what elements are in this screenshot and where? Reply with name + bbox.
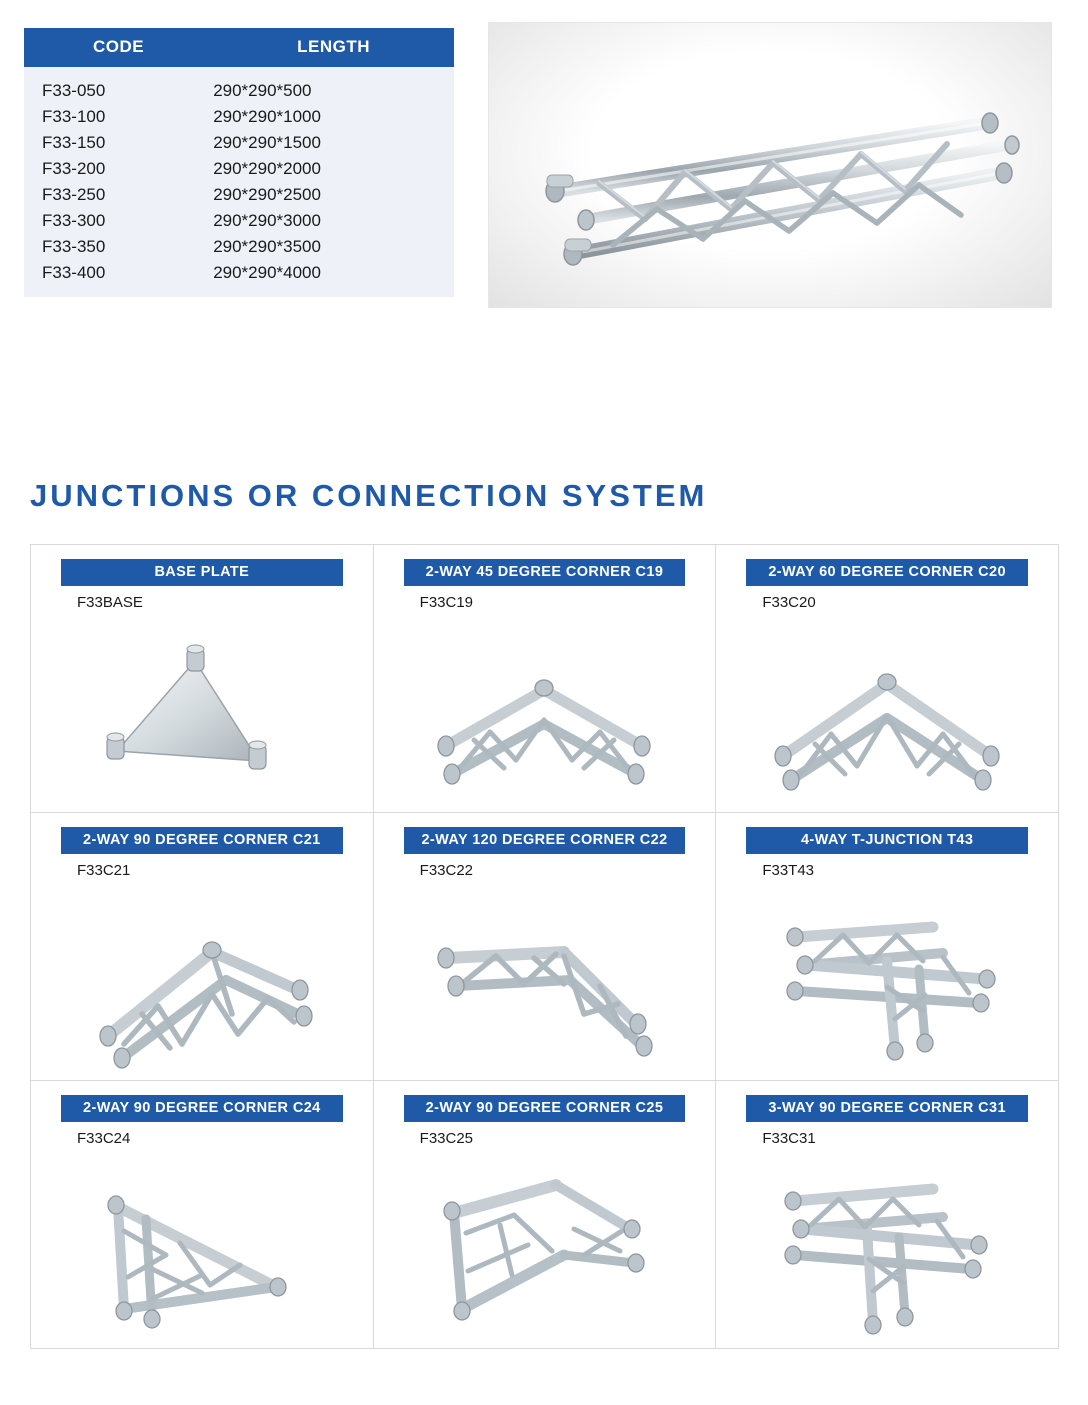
junction-code: F33C22 <box>419 862 474 879</box>
spec-code: F33-300 <box>24 208 213 234</box>
spec-length: 290*290*500 <box>213 67 454 104</box>
junction-title: 2-WAY 60 DEGREE CORNER C20 <box>746 559 1028 586</box>
junction-image <box>374 618 716 808</box>
junction-code: F33BASE <box>77 594 143 611</box>
spec-length: 290*290*1000 <box>213 104 454 130</box>
junction-title: 4-WAY T-JUNCTION T43 <box>746 827 1028 854</box>
junction-card-c20 <box>716 545 1059 813</box>
junction-card-c21 <box>31 813 374 1081</box>
junction-image <box>374 1154 716 1344</box>
page-title: JUNCTIONS OR CONNECTION SYSTEM <box>30 478 708 513</box>
truss-hero-image <box>488 22 1052 308</box>
corner-c22-icon <box>404 894 684 1069</box>
spec-code: F33-400 <box>24 260 213 297</box>
spec-table-header-length: LENGTH <box>213 28 454 67</box>
spec-length: 290*290*2500 <box>213 182 454 208</box>
junction-code: F33C31 <box>762 1130 816 1147</box>
junction-code: F33C19 <box>419 594 474 611</box>
base-plate-icon <box>77 633 327 793</box>
junction-image <box>374 886 716 1076</box>
junction-title: 2-WAY 120 DEGREE CORNER C22 <box>404 827 686 854</box>
spec-length: 290*290*2000 <box>213 156 454 182</box>
spec-code: F33-200 <box>24 156 213 182</box>
junction-card-c22 <box>374 813 717 1081</box>
table-row <box>24 208 454 234</box>
corner-c21-icon <box>62 894 342 1069</box>
junction-card-c24 <box>31 1081 374 1349</box>
spec-table <box>24 28 454 297</box>
corner-c19-icon <box>404 628 684 798</box>
junction-code: F33C25 <box>419 1130 474 1147</box>
junction-card-c25 <box>374 1081 717 1349</box>
spec-code: F33-250 <box>24 182 213 208</box>
spec-length: 290*290*1500 <box>213 130 454 156</box>
spec-code: F33-150 <box>24 130 213 156</box>
table-row <box>24 156 454 182</box>
truss-segment-illustration <box>489 23 1051 307</box>
table-row <box>24 130 454 156</box>
junction-image <box>31 886 373 1076</box>
junction-card-t43 <box>716 813 1059 1081</box>
junction-title: 2-WAY 90 DEGREE CORNER C24 <box>61 1095 343 1122</box>
junction-image <box>31 1154 373 1344</box>
junction-title: 2-WAY 45 DEGREE CORNER C19 <box>404 559 686 586</box>
spec-table-header-code: CODE <box>24 28 213 67</box>
spec-table-body <box>24 67 454 297</box>
junction-card-c19 <box>374 545 717 813</box>
spec-table-head <box>24 28 454 67</box>
spec-length: 290*290*4000 <box>213 260 454 297</box>
corner-c25-icon <box>404 1159 684 1339</box>
table-row <box>24 182 454 208</box>
junction-title: BASE PLATE <box>61 559 343 586</box>
corner-c24-icon <box>62 1159 342 1339</box>
junction-code: F33C21 <box>77 862 131 879</box>
table-row <box>24 104 454 130</box>
spec-length: 290*290*3000 <box>213 208 454 234</box>
junction-title: 3-WAY 90 DEGREE CORNER C31 <box>746 1095 1028 1122</box>
spec-code: F33-100 <box>24 104 213 130</box>
junction-image <box>31 618 373 808</box>
spec-length: 290*290*3500 <box>213 234 454 260</box>
junction-title: 2-WAY 90 DEGREE CORNER C21 <box>61 827 343 854</box>
junction-image <box>716 618 1058 808</box>
spec-code: F33-350 <box>24 234 213 260</box>
junction-card-base-plate <box>31 545 374 813</box>
junction-code: F33T43 <box>762 862 815 879</box>
junction-image <box>716 1154 1058 1344</box>
corner-c20-icon <box>747 628 1027 798</box>
junction-title: 2-WAY 90 DEGREE CORNER C25 <box>404 1095 686 1122</box>
junction-image <box>716 886 1058 1076</box>
spec-code: F33-050 <box>24 67 213 104</box>
corner-c31-icon <box>747 1159 1027 1339</box>
junction-code: F33C20 <box>762 594 816 611</box>
junction-code: F33C24 <box>77 1130 131 1147</box>
junction-grid <box>30 544 1059 1349</box>
table-row <box>24 234 454 260</box>
junction-card-c31 <box>716 1081 1059 1349</box>
table-row <box>24 260 454 297</box>
t-junction-t43-icon <box>747 891 1027 1071</box>
spec-table-header-row <box>24 28 454 67</box>
table-row <box>24 67 454 104</box>
